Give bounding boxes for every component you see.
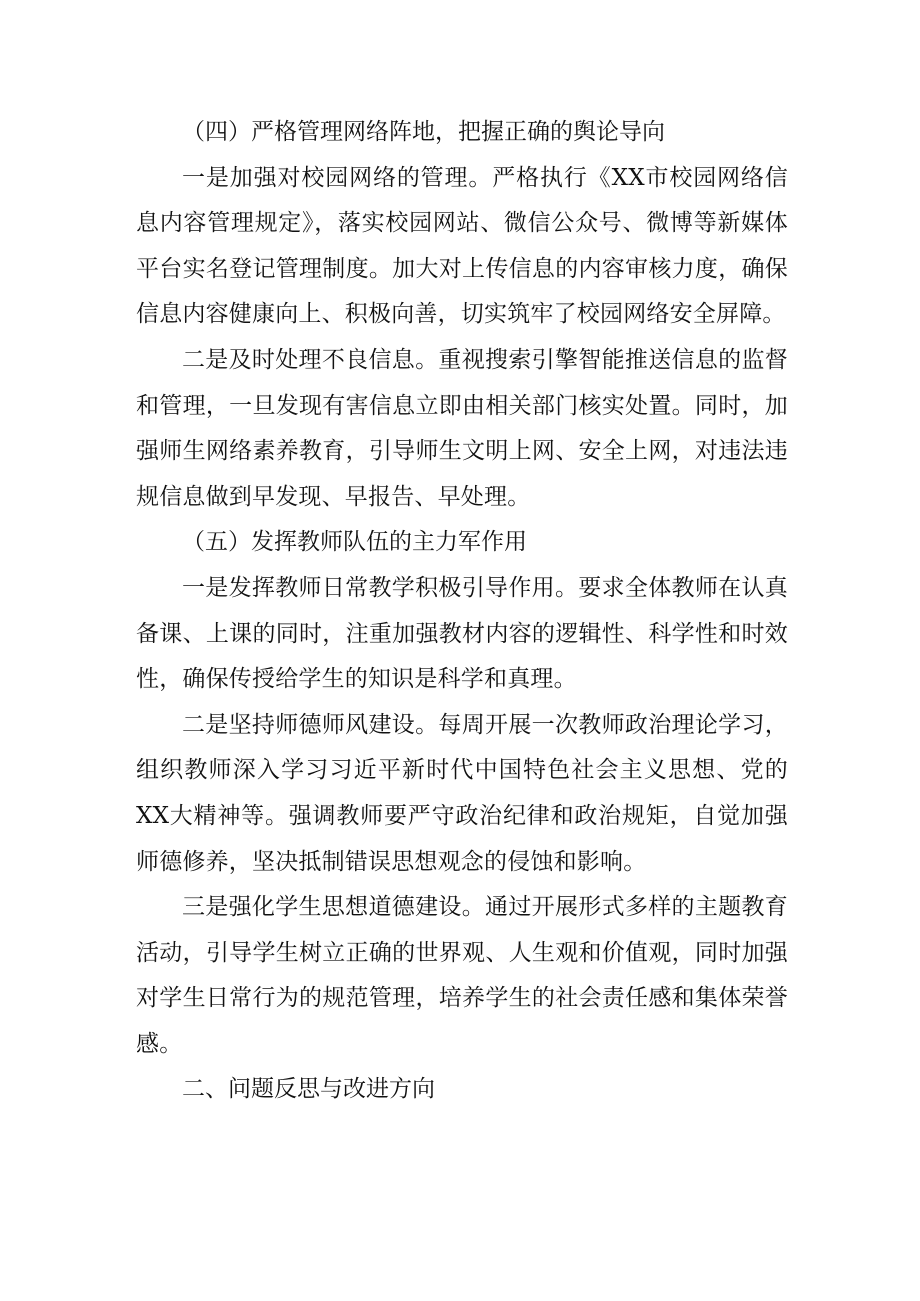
paragraph-network-management: 一是加强对校园网络的管理。严格执行《XX市校园网络信息内容管理规定》，落实校园网站、微信公众号、微博等新媒体平台实名登记管理制度。加大对上传信息的内容审核力度，确保信息内容健康向上、积极向善，切实筑牢了校园网络安全屏障。 xyxy=(136,164,788,328)
section-heading-problems: 二、问题反思与改进方向 xyxy=(182,1076,435,1103)
paragraph-teacher-ethics: 二是坚持师德师风建设。每周开展一次教师政治理论学习，组织教师深入学习习近平新时代中国特色社会主义思想、党的XX大精神等。强调教师要严守政治纪律和政治规矩，自觉加强师德修养，坚决抵制错误思想观念的侵蚀和影响。 xyxy=(136,711,788,875)
paragraph-teaching-guidance: 一是发挥教师日常教学积极引导作用。要求全体教师在认真备课、上课的同时，注重加强教材内容的逻辑性、科学性和时效性，确保传授给学生的知识是科学和真理。 xyxy=(136,574,788,693)
section-heading-5: （五）发挥教师队伍的主力军作用 xyxy=(182,529,527,556)
paragraph-student-morality: 三是强化学生思想道德建设。通过开展形式多样的主题教育活动，引导学生树立正确的世界观、人生观和价值观，同时加强对学生日常行为的规范管理，培养学生的社会责任感和集体荣誉感。 xyxy=(136,894,788,1057)
paragraph-bad-information: 二是及时处理不良信息。重视搜索引擎智能推送信息的监督和管理，一旦发现有害信息立即由相关部门核实处置。同时，加强师生网络素养教育，引导师生文明上网、安全上网，对违法违规信息做到早发现、早报告、早处理。 xyxy=(136,346,788,510)
document-body xyxy=(136,110,788,1113)
section-heading-4: （四）严格管理网络阵地，把握正确的舆论导向 xyxy=(182,119,665,145)
